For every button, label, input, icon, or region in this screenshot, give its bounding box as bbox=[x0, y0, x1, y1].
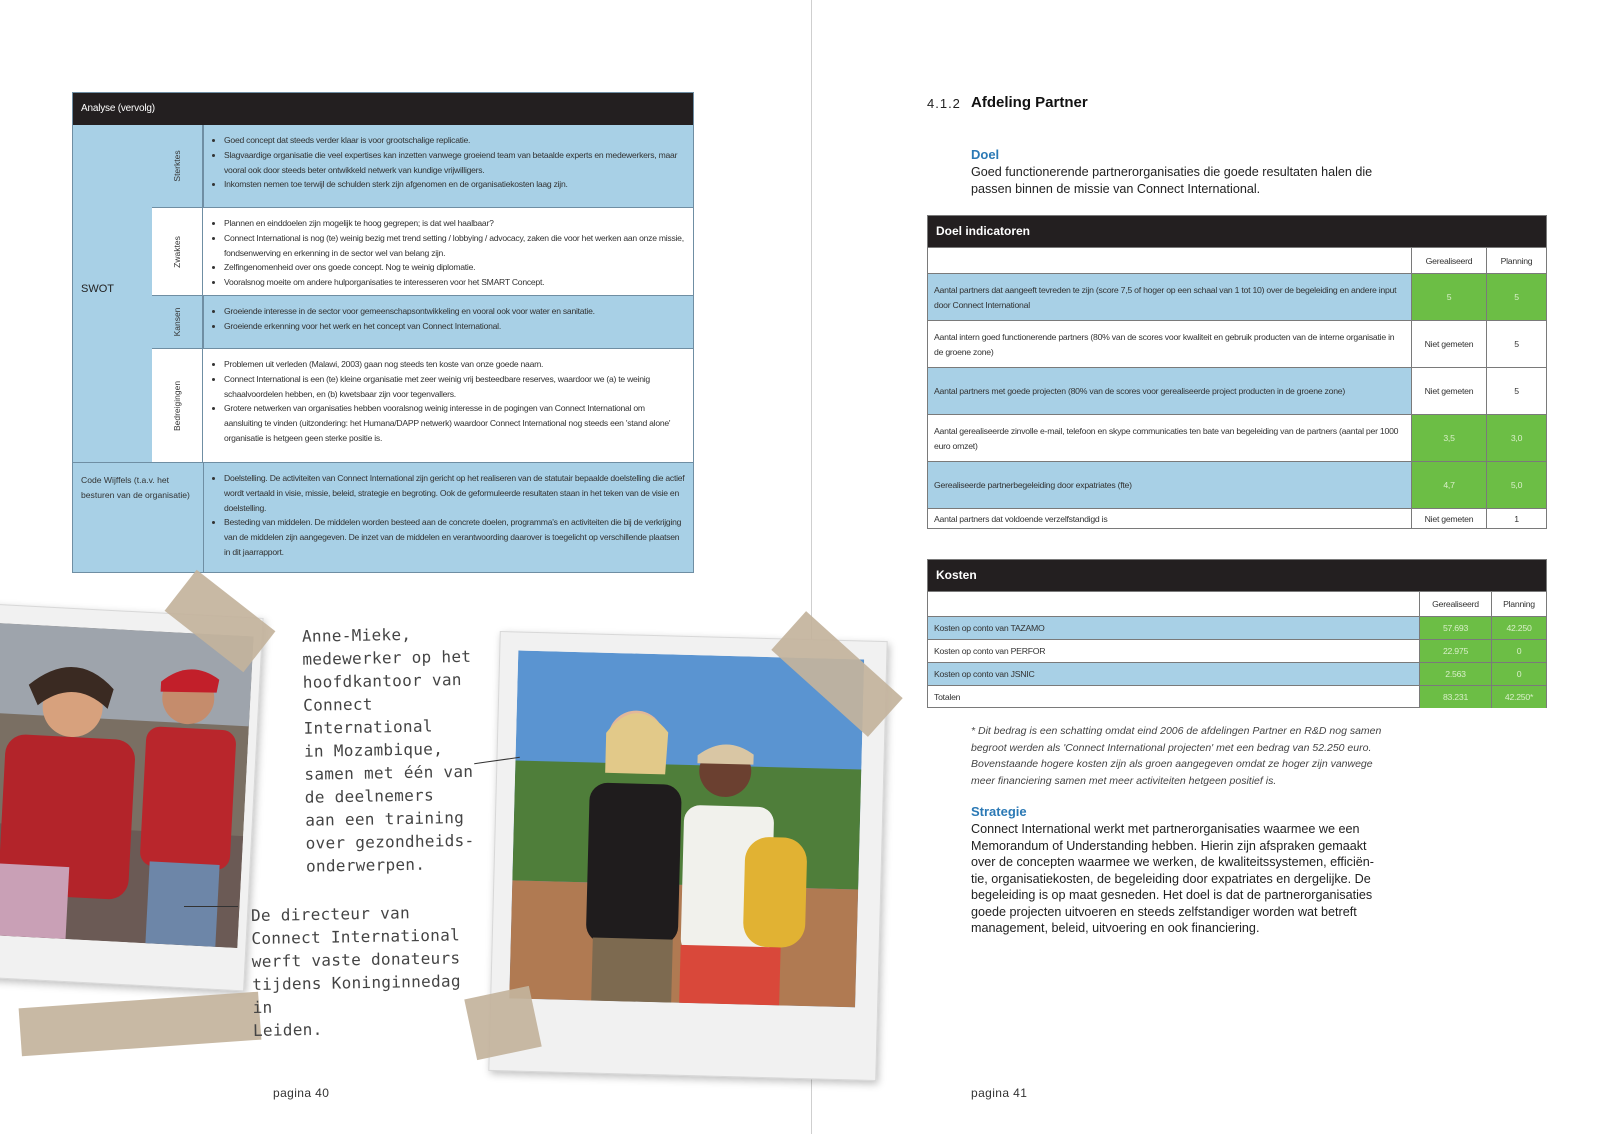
kansen-cell bbox=[203, 296, 693, 348]
doel-text: Goed functionerende partnerorganisaties die goede resultaten halen die passen binnen de missie van Connect International. bbox=[971, 165, 1373, 196]
sterktes-label-cell bbox=[152, 125, 203, 207]
list-item: • Doelstelling. De activiteiten van Connect International zijn gericht op het realiseren van de statutair bepaalde doelstelling die actief wordt vertaald in visie, missie, beleid, strategie en begroting. Ook de geformuleerde resultaten staan in het teken van de visie en doelstelling. bbox=[224, 471, 685, 515]
photo-caption-directeur: De directeur van Connect International werft vaste donateurs tijdens Koninginnedag in Leiden. bbox=[250, 903, 461, 1040]
kosten-table bbox=[927, 559, 1547, 708]
photo-koninginnedag bbox=[0, 623, 254, 948]
page-number-right: pagina 41 bbox=[971, 1086, 1028, 1100]
row-gerealiseerd: 22.975 bbox=[1419, 640, 1491, 663]
section-title: Afdeling Partner bbox=[971, 94, 1088, 111]
list-item: • Slagvaardige organisatie die veel expertises kan inzetten vanwege groeiend team van betaalde experts en medewerkers, maar vooral ook door steeds beter ontwikkeld netwerk van kundige vrijwilligers. bbox=[224, 148, 685, 178]
bedreigingen-label: Bedreigingen bbox=[172, 380, 182, 431]
kosten-title: Kosten bbox=[928, 560, 1546, 591]
table-row bbox=[928, 414, 1546, 462]
col-gerealiseerd: Gerealiseerd bbox=[1419, 592, 1491, 617]
list-item: • Zelfingenomenheid over ons goede concept. Nog te weinig diplomatie. bbox=[224, 260, 685, 275]
col-planning: Planning bbox=[1486, 248, 1546, 274]
kansen-list bbox=[211, 304, 685, 334]
tape-decoration bbox=[19, 992, 262, 1057]
row-planning: 5,0 bbox=[1486, 462, 1546, 509]
list-item: • Connect International is nog (te) weinig bezig met trend setting / lobbying / advocacy, zaken die voor het werken aan onze missie, fondsenwerving en erkenning in de sector wel van belang zijn. bbox=[224, 231, 685, 261]
photo-caption-anne-mieke: Anne-Mieke, medewerker op het hoofdkantoor van Connect International in Mozambique, samen met één van de deelnemers aan een training over gezondheids- onderwerpen. bbox=[301, 624, 475, 876]
table-row bbox=[928, 685, 1546, 708]
bedreigingen-cell bbox=[203, 349, 693, 462]
sterktes-label: Sterktes bbox=[172, 150, 182, 182]
list-item: • Vooralsnog moeite om andere hulporganisaties te interesseren voor het SMART Concept. bbox=[224, 275, 685, 290]
row-label: Aantal gerealiseerde zinvolle e-mail, telefoon en skype communicaties ten bate van begeleiding van de partners (aantal per 1000 euro omzet) bbox=[934, 426, 1399, 451]
row-planning: 5 bbox=[1486, 321, 1546, 368]
row-label: Aantal intern goed functionerende partners (80% van de scores voor kwaliteit en gebruik producten van de interne organisatie in de groene zone) bbox=[934, 332, 1395, 357]
kosten-footnote: * Dit bedrag is een schatting omdat eind 2006 de afdelingen Partner en R&D nog samen begroot werden als 'Connect International projecten' met een bedrag van 52.250 euro. Bovenstaande hogere kosten zijn als groen aangegeven omdat ze hoger zijn vanwege meer financiering samen met meer activiteiten hetgeen positief is. bbox=[971, 725, 1382, 787]
analysis-header: Analyse (vervolg) bbox=[73, 93, 693, 125]
row-label: Gerealiseerde partnerbegeleiding door expatriates (fte) bbox=[934, 480, 1132, 491]
row-planning: 1 bbox=[1486, 509, 1546, 529]
code-wijffels-list bbox=[211, 471, 685, 560]
row-planning: 3,0 bbox=[1486, 415, 1546, 462]
photo-koninginnedag-frame bbox=[0, 603, 264, 992]
page-number-left: pagina 40 bbox=[273, 1086, 330, 1100]
row-gerealiseerd: Niet gemeten bbox=[1411, 321, 1486, 368]
table-row bbox=[928, 367, 1546, 415]
row-label: Kosten op conto van JSNIC bbox=[934, 669, 1035, 680]
table-header-row bbox=[928, 591, 1546, 617]
row-gerealiseerd: 2.563 bbox=[1419, 663, 1491, 686]
row-planning: 0 bbox=[1491, 663, 1546, 686]
list-item: • Grotere netwerken van organisaties hebben vooralsnog weinig interesse in de pogingen van Connect International om aansluiting te vinden (uitzondering: het Humana/DAPP netwerk) waardoor Connect International nog steeds een 'stand alone' organisatie is hetgeen geen sterke positie is. bbox=[224, 401, 685, 445]
table-row bbox=[928, 320, 1546, 368]
swot-label: SWOT bbox=[81, 283, 114, 295]
row-planning: 5 bbox=[1486, 368, 1546, 415]
row-gerealiseerd: 4,7 bbox=[1411, 462, 1486, 509]
code-wijffels-cell bbox=[203, 463, 693, 572]
strategie-text: Connect International werkt met partnerorganisaties waarmee we een Memorandum of Understanding hebben. Hierin zijn afspraken gemaakt over de concepten waarmee we werken, de kwaliteitssystemen, efficiën-tie, organisatiekosten, de begeleiding door expatriates en dergelijke. De begeleiding is op maat gesneden. Het doel is dat de partnerorganisaties goede projecten uitvoeren en steeds zelfstandiger worden wat betreft management, beleid, uitvoering en ook financiering. bbox=[971, 822, 1374, 935]
row-gerealiseerd: Niet gemeten bbox=[1411, 368, 1486, 415]
sterktes-list bbox=[211, 133, 685, 192]
row-label: Aantal partners dat aangeeft tevreden te zijn (score 7,5 of hoger op een schaal van 1 tot 10) over de begeleiding en andere input door Connect International bbox=[934, 285, 1397, 310]
doel-indicatoren-table bbox=[927, 215, 1547, 529]
table-row bbox=[928, 662, 1546, 686]
row-gerealiseerd: 5 bbox=[1411, 274, 1486, 321]
row-label: Kosten op conto van TAZAMO bbox=[934, 623, 1045, 634]
sterktes-cell bbox=[203, 125, 693, 207]
list-item: • Goed concept dat steeds verder klaar is voor grootschalige replicatie. bbox=[224, 133, 685, 148]
row-gerealiseerd: 3,5 bbox=[1411, 415, 1486, 462]
caption-leader-line bbox=[184, 906, 238, 907]
doel-heading: Doel bbox=[971, 147, 1000, 162]
row-label: Aantal partners met goede projecten (80% van de scores voor gerealiseerde project producten in de groene zone) bbox=[934, 386, 1346, 397]
kansen-label-cell bbox=[152, 296, 203, 348]
code-wijffels-label: Code Wijffels (t.a.v. het besturen van de organisatie) bbox=[81, 475, 190, 500]
row-gerealiseerd: 57.693 bbox=[1419, 617, 1491, 640]
row-planning: 5 bbox=[1486, 274, 1546, 321]
row-planning: 42.250* bbox=[1491, 686, 1546, 708]
list-item: • Groeiende erkenning voor het werk en het concept van Connect International. bbox=[224, 319, 685, 334]
list-item: • Besteding van middelen. De middelen worden besteed aan de concrete doelen, programma's en activiteiten die bij de verkrijging van de middelen zijn aangegeven. De inzet van de middelen en verantwoording daarover is toegelicht op verschillende plaatsen in dit jaarrapport. bbox=[224, 515, 685, 559]
bedreigingen-label-cell bbox=[152, 349, 203, 462]
list-item: • Connect International is een (te) kleine organisatie met zeer weinig vrij besteedbare reserves, waardoor we (a) te weinig schaalvoordelen hebben, en (b) kwetsbaar zijn voor tegenvallers. bbox=[224, 372, 685, 402]
col-gerealiseerd: Gerealiseerd bbox=[1411, 248, 1486, 274]
row-gerealiseerd: Niet gemeten bbox=[1411, 509, 1486, 529]
row-planning: 0 bbox=[1491, 640, 1546, 663]
row-label: Kosten op conto van PERFOR bbox=[934, 646, 1046, 657]
table-row bbox=[928, 616, 1546, 640]
list-item: • Plannen en einddoelen zijn mogelijk te hoog gegrepen; is dat wel haalbaar? bbox=[224, 216, 685, 231]
zwaktes-cell bbox=[203, 208, 693, 295]
table-row bbox=[928, 639, 1546, 663]
row-planning: 42.250 bbox=[1491, 617, 1546, 640]
bedreigingen-list bbox=[211, 357, 685, 446]
list-item: • Inkomsten nemen toe terwijl de schulden sterk zijn afgenomen en de organisatiekosten laag zijn. bbox=[224, 177, 685, 192]
zwaktes-label: Zwaktes bbox=[172, 235, 182, 268]
list-item: • Groeiende interesse in de sector voor gemeenschapsontwikkeling en vooral ook voor water en sanitatie. bbox=[224, 304, 685, 319]
zwaktes-label-cell bbox=[152, 208, 203, 295]
row-gerealiseerd: 83.231 bbox=[1419, 686, 1491, 708]
row-label: Totalen bbox=[934, 691, 961, 702]
zwaktes-list bbox=[211, 216, 685, 290]
section-number: 4.1.2 bbox=[927, 96, 961, 111]
row-label: Aantal partners dat voldoende verzelfstandigd is bbox=[934, 513, 1108, 524]
analysis-table bbox=[72, 92, 694, 573]
col-planning: Planning bbox=[1491, 592, 1546, 617]
table-row bbox=[928, 273, 1546, 321]
table-header-row bbox=[928, 247, 1546, 274]
table-row bbox=[928, 508, 1546, 529]
table-row bbox=[928, 461, 1546, 509]
doel-indicatoren-title: Doel indicatoren bbox=[928, 216, 1546, 247]
strategie-heading: Strategie bbox=[971, 804, 1027, 819]
list-item: • Problemen uit verleden (Malawi, 2003) gaan nog steeds ten koste van onze goede naam. bbox=[224, 357, 685, 372]
photo-anne-mieke bbox=[509, 650, 864, 1007]
kansen-label: Kansen bbox=[172, 307, 182, 337]
